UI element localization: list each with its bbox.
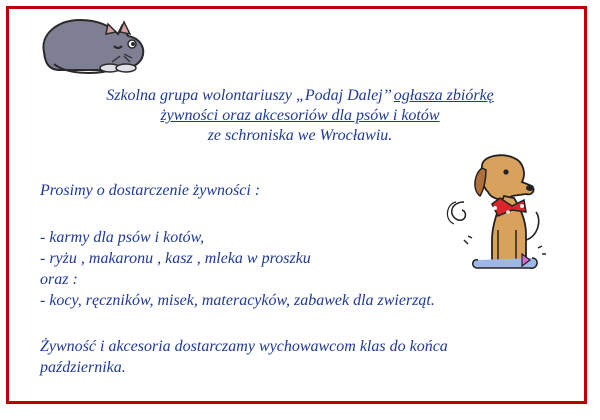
request-intro: Prosimy o dostarczenie żywności :	[40, 182, 261, 199]
closing-line-1: Żywność i akcesoria dostarczamy wychowawcom klas do końca	[40, 338, 448, 355]
closing-line-2: października.	[40, 359, 126, 376]
request-item-2: - ryżu , makaronu , kasz , mleka w proszku	[40, 250, 311, 267]
heading-line-2: żywności oraz akcesoriów dla psów i kotów	[160, 107, 440, 124]
heading-line-1-text: Szkolna grupa wolontariuszy „Podaj Dalej’’	[106, 87, 394, 104]
sleeping-cat-illustration	[36, 12, 148, 78]
heading-line-3: ze schroniska we Wrocławiu.	[207, 127, 393, 144]
request-item-4: - kocy, ręczników, misek, materacyków, zabawek dla zwierząt.	[40, 292, 435, 309]
request-item-3: oraz :	[40, 271, 78, 288]
heading-line-1-underlined: ogłasza zbiórkę	[393, 87, 494, 104]
announcement-heading	[0, 86, 600, 146]
heading-line-1	[0, 86, 600, 106]
request-item-1: - karmy dla psów i kotów,	[40, 229, 205, 246]
dog-with-bow-illustration	[442, 150, 552, 280]
